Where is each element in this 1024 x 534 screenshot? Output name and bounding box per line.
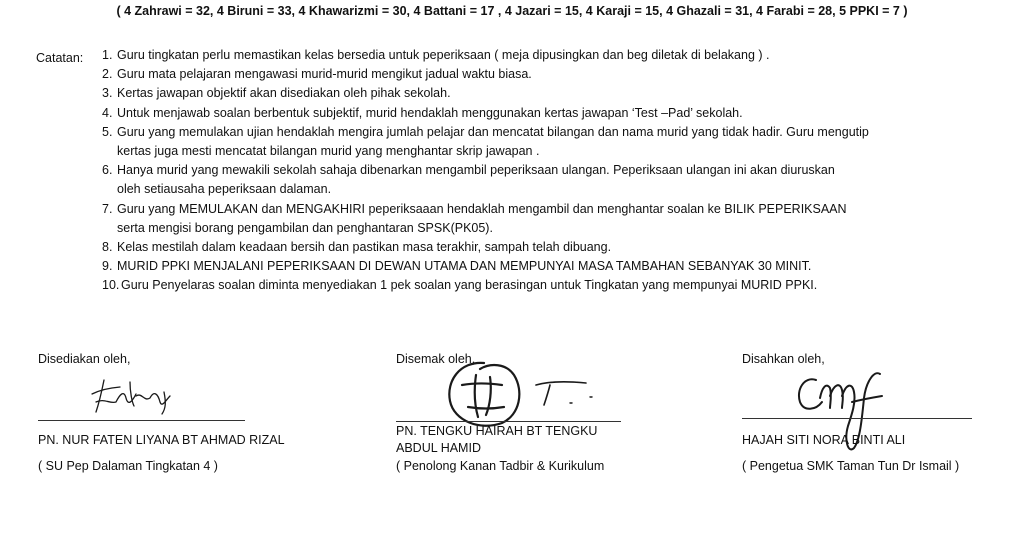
note-number: 6.: [102, 163, 113, 178]
note-number: 10.: [102, 278, 120, 293]
prepared-by-signature-line: [38, 420, 245, 421]
note-text: Kertas jawapan objektif akan disediakan oleh pihak sekolah.: [117, 86, 451, 101]
approved-by-name: HAJAH SITI NORA BINTI ALI: [742, 433, 906, 447]
approved-by-title: ( Pengetua SMK Taman Tun Dr Ismail ): [742, 459, 960, 473]
checked-by-signature: [440, 355, 620, 435]
note-text: MURID PPKI MENJALANI PEPERIKSAAN DI DEWAN UTAMA DAN MEMPUNYAI MASA TAMBAHAN SEBANYAK 30 MINIT.: [117, 259, 812, 274]
note-text: Kelas mestilah dalam keadaan bersih dan pastikan masa terakhir, sampah telah dibuang.: [117, 240, 612, 255]
note-text-continued: kertas juga mesti mencatat bilangan murid yang menghantar skrip jawapan .: [117, 144, 540, 159]
approved-by-signature: [790, 362, 910, 462]
checked-by-name-line1: PN. TENGKU HAIRAH BT TENGKU: [396, 424, 598, 438]
note-item: [102, 84, 982, 103]
note-number: 9.: [102, 259, 113, 274]
prepared-by-name: PN. NUR FATEN LIYANA BT AHMAD RIZAL: [38, 433, 285, 447]
note-item: [102, 276, 982, 295]
note-text: Guru yang MEMULAKAN dan MENGAKHIRI peperiksaaan hendaklah mengambil dan menghantar soalan ke BILIK PEPERIKSAAN: [117, 201, 847, 216]
notes-list: [102, 46, 982, 296]
note-item: [102, 65, 982, 84]
checked-by-name-line2: ABDUL HAMID: [396, 441, 481, 455]
note-text: Guru yang memulakan ujian hendaklah mengira jumlah pelajar dan mencatat bilangan dan nama murid yang tidak hadir. Guru mengutip: [117, 124, 869, 139]
note-text: Untuk menjawab soalan berbentuk subjektif, murid hendaklah menggunakan kertas jawapan ‘Test –Pad’ sekolah.: [117, 105, 743, 120]
note-number: 7.: [102, 201, 113, 216]
note-number: 5.: [102, 124, 113, 139]
class-count-header: ( 4 Zahrawi = 32, 4 Biruni = 33, 4 Khawarizmi = 30, 4 Battani = 17 , 4 Jazari = 15, 4 Karaji = 15, 4 Ghazali = 31, 4 Farabi = 28, 5 PPKI = 7 ): [116, 4, 908, 18]
approved-by-signature-line: [742, 418, 972, 419]
checked-by-caption: Disemak oleh,: [396, 352, 476, 366]
note-text: Guru Penyelaras soalan diminta menyediakan 1 pek soalan yang berasingan untuk Tingkatan yang mempunyai MURID PPKI.: [121, 278, 818, 293]
note-number: 2.: [102, 67, 113, 82]
prepared-by-caption: Disediakan oleh,: [38, 352, 131, 366]
prepared-by-title: ( SU Pep Dalaman Tingkatan 4 ): [38, 459, 218, 473]
note-item: [102, 46, 982, 65]
note-item: [102, 238, 982, 257]
note-item: [102, 104, 982, 123]
note-number: 4.: [102, 105, 113, 120]
note-number: 8.: [102, 240, 113, 255]
notes-label: Catatan:: [36, 51, 84, 65]
checked-by-title: ( Penolong Kanan Tadbir & Kurikulum: [396, 459, 605, 473]
approved-by-caption: Disahkan oleh,: [742, 352, 825, 366]
note-item: [102, 257, 982, 276]
checked-by-signature-line: [396, 421, 621, 422]
note-text-continued: serta mengisi borang pengambilan dan penghantaran SPSK(PK05).: [117, 220, 493, 235]
prepared-by-signature: [80, 372, 190, 420]
note-item: [102, 123, 982, 161]
note-text: Guru tingkatan perlu memastikan kelas bersedia untuk peperiksaan ( meja dipusingkan dan beg diletak di belakang ) .: [117, 48, 770, 62]
note-text: Guru mata pelajaran mengawasi murid-murid mengikut jadual waktu biasa.: [117, 67, 532, 82]
note-item: [102, 161, 982, 199]
note-text-continued: oleh setiausaha peperiksaan dalaman.: [117, 182, 332, 197]
note-number: 3.: [102, 86, 113, 101]
note-text: Hanya murid yang mewakili sekolah sahaja dibenarkan mengambil peperiksaan ulangan. Peperiksaan ulangan ini akan diuruskan: [117, 163, 835, 178]
note-number: 1.: [102, 48, 113, 62]
note-item: [102, 200, 982, 238]
